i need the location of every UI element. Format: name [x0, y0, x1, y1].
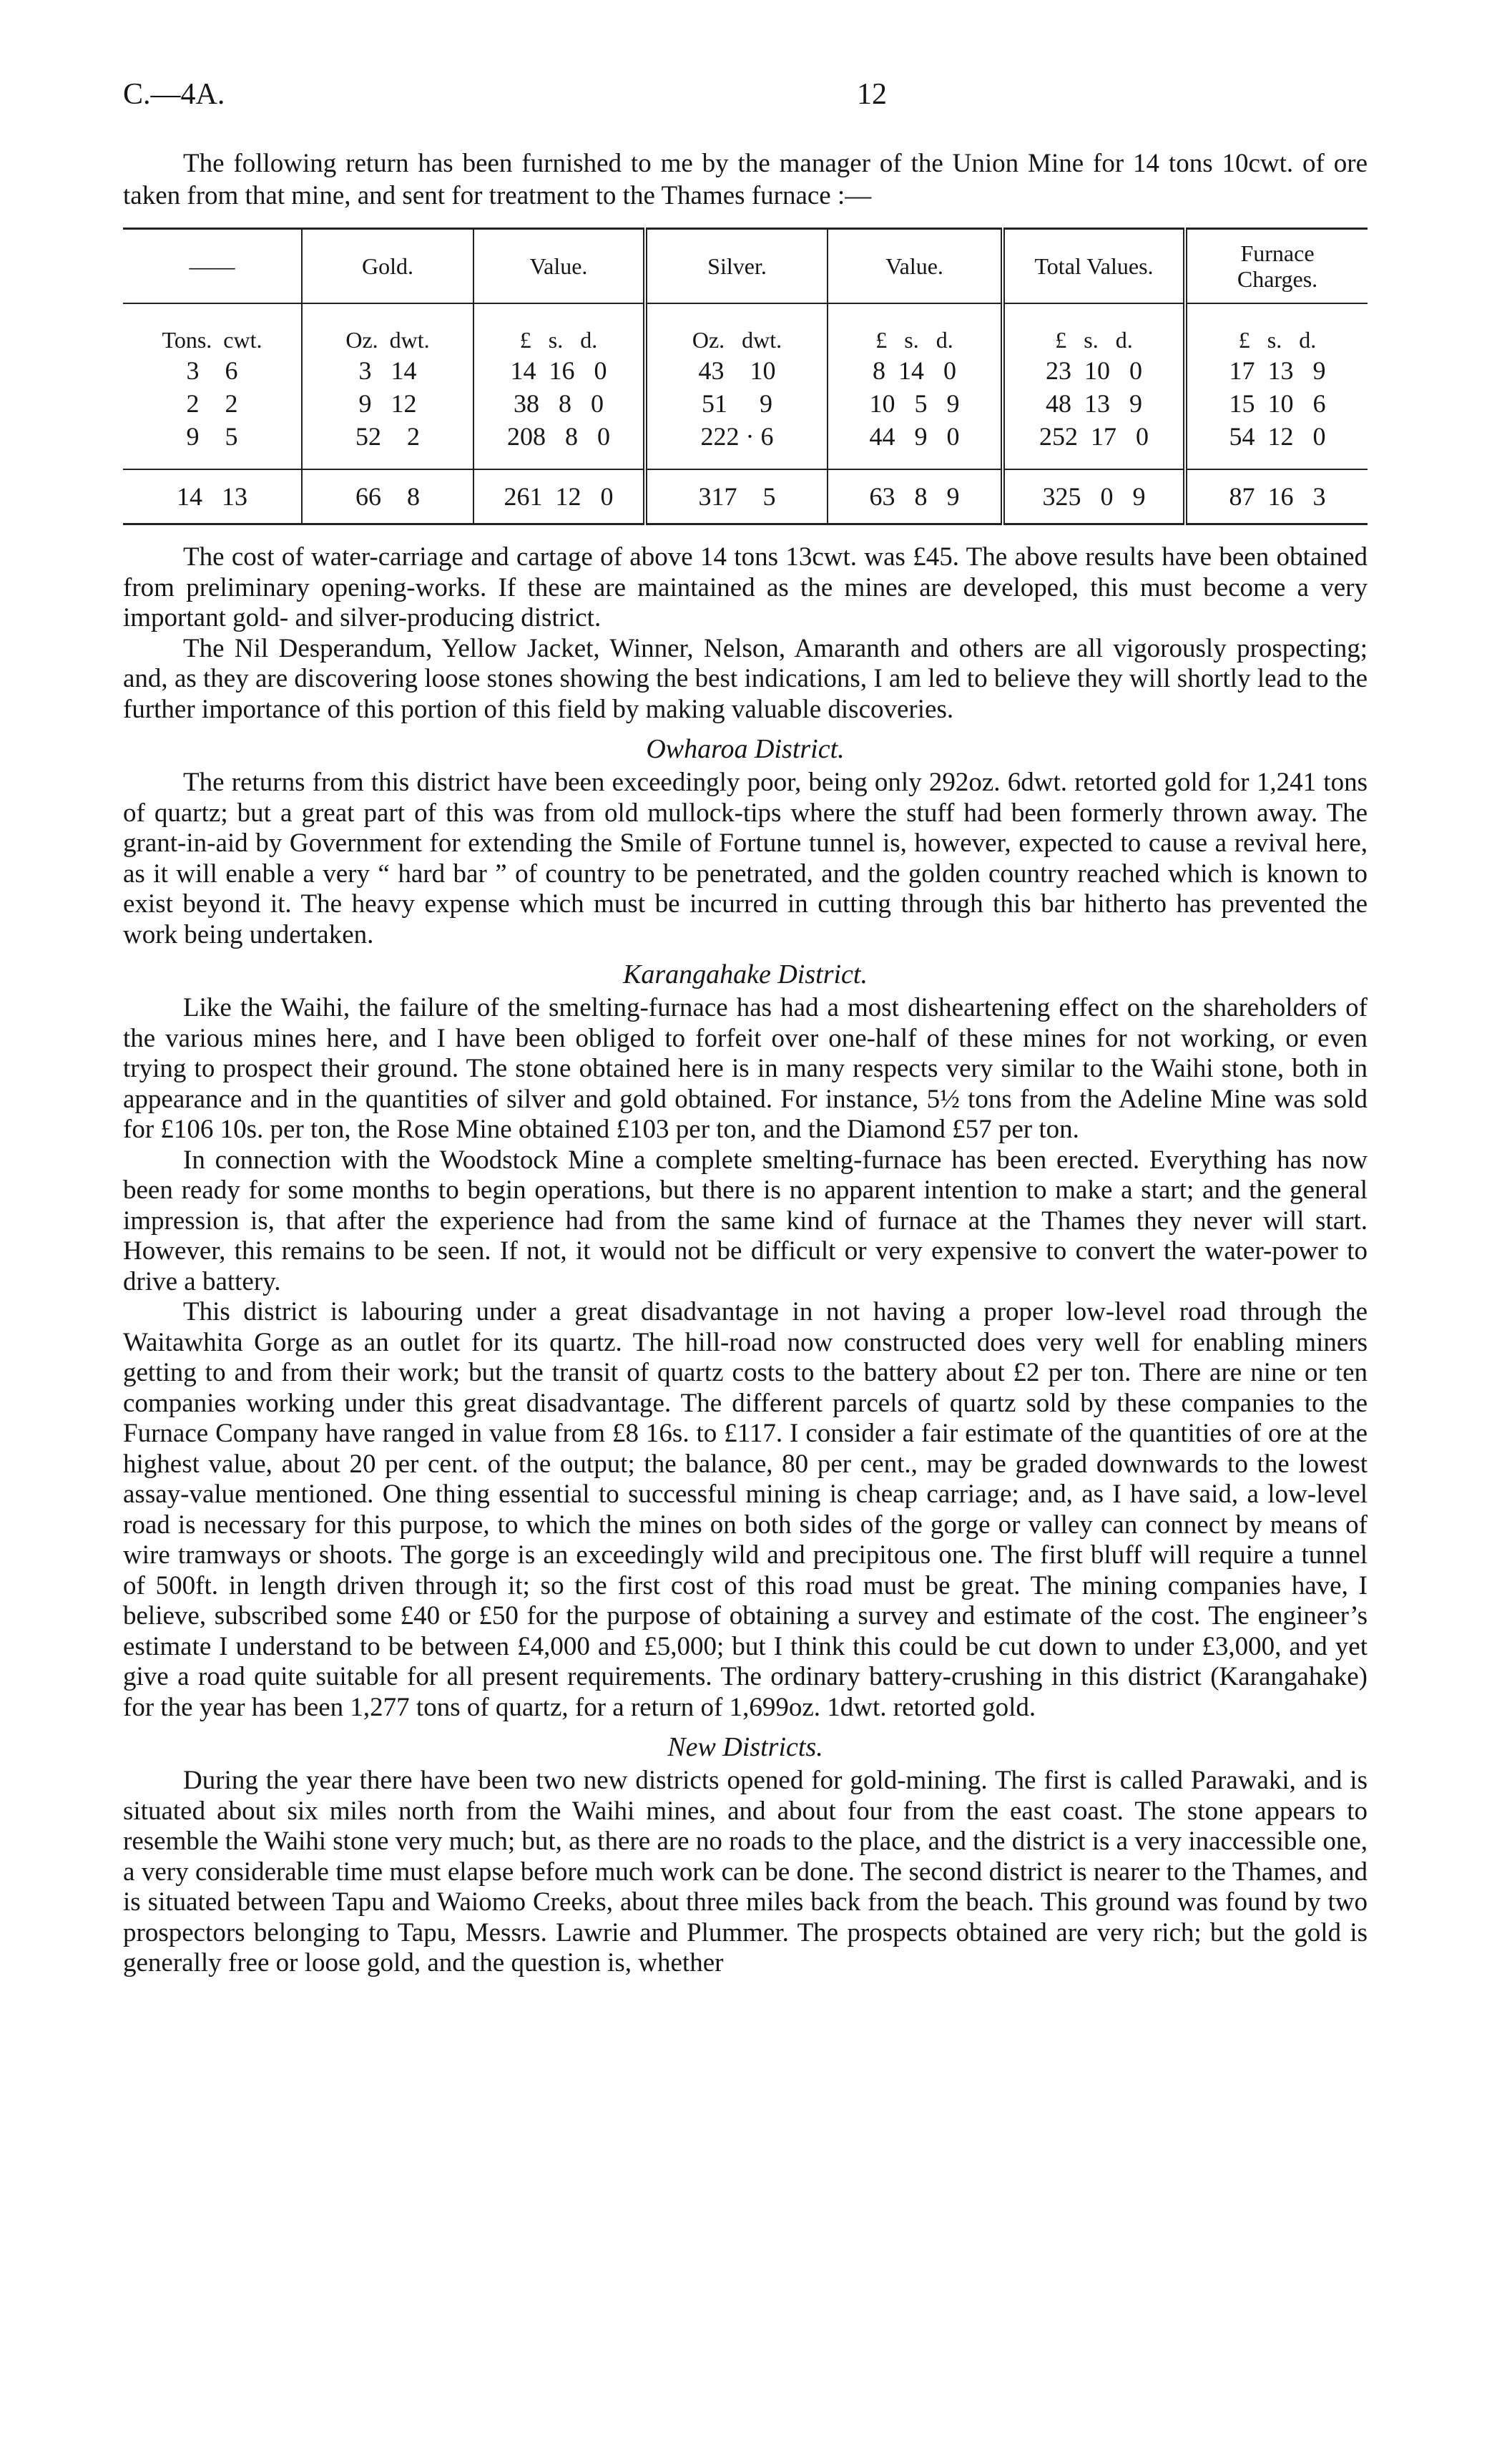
table-cell: 48 13 9	[1003, 387, 1185, 420]
table-cell: 15 10 6	[1185, 387, 1368, 420]
table-totals-row	[123, 469, 1368, 524]
table-unit: Oz. dwt.	[645, 303, 828, 354]
table-cell: 52 2	[302, 420, 473, 453]
table-cell: 14 16 0	[473, 354, 645, 387]
table-header: Value.	[828, 229, 1003, 304]
table-cell: 10 5 9	[828, 387, 1003, 420]
table-row	[123, 387, 1368, 420]
section-heading: Karangahake District.	[623, 959, 868, 989]
table-cell: 222 · 6	[645, 420, 828, 453]
table-unit: Tons. cwt.	[162, 326, 262, 353]
table-header: Furnace Charges.	[1185, 229, 1368, 304]
paragraph: In connection with the Woodstock Mine a complete smelting-furnace has been erected. Everything has now been ready for some months to begin operations, but there is no apparent intention to make a start; and the general impression is, that after the experience had from the same kind of furnace at the Thames they never will start. However, this remains to be seen. If not, it would not be difficult or very expensive to convert the water-power to drive a battery.	[123, 1145, 1368, 1296]
paragraph: During the year there have been two new districts opened for gold-mining. The first is called Parawaki, and is situated about six miles north from the Waihi mines, and about four from the east coast. The stone appears to resemble the Waihi stone very much; but, as there are no roads to the place, and the district is a very inaccessible one, a very considerable time must elapse before much work can be done. The second district is nearer to the Thames, and is situated between Tapu and Waiomo Creeks, about three miles back from the beach. This ground was found by two prospectors belonging to Tapu, Messrs. Lawrie and Plummer. The prospects obtained are very rich; but the gold is generally free or loose gold, and the question is, whether	[123, 1766, 1368, 1978]
paragraph: This district is labouring under a great disadvantage in not having a proper low-level road through the Waitawhita Gorge as an outlet for its quartz. The hill-road now constructed does very well for enabling miners getting to and from their work; but the transit of quartz costs to the battery about £2 per ton. There are nine or ten companies working under this great disadvantage. The different parcels of quartz sold by these companies to the Furnace Company have ranged in value from £8 16s. to £117. I consider a fair estimate of the quantities of ore at the highest value, about 20 per cent. of the output; the balance, 80 per cent., may be graded downwards to the lowest assay-value mentioned. One thing essential to successful mining is cheap carriage; and, as I have said, a low-level road is necessary for this purpose, to which the mines on both sides of the gorge or valley can connect by means of wire tramways or shoots. The gorge is an exceedingly wild and precipitous one. The first bluff will require a tunnel of 500ft. in length driven through it; so the first cost of this road must be great. The mining companies have, I believe, subscribed some £40 or £50 for the purpose of obtaining a survey and estimate of the cost. The engineer’s estimate I understand to be between £4,000 and £5,000; but I think this could be cut down to under £3,000, and yet give a road quite suitable for all present requirements. The ordinary battery-crushing in this district (Karangahake) for the year has been 1,277 tons of quartz, for a return of 1,699oz. 1dwt. retorted gold.	[123, 1297, 1368, 1722]
table-header: Total Values.	[1003, 229, 1185, 304]
intro-text: The following return has been furnished to me by the manager of the Union Mine for 14 tons 10cwt. of ore taken from that mine, and sent for treatment to the Thames furnace :—	[123, 149, 1368, 210]
table-cell: 252 17 0	[1003, 420, 1185, 453]
page-header	[123, 77, 1368, 120]
intro-paragraph	[123, 147, 1368, 212]
table-units-row	[123, 303, 1368, 354]
page-number: 12	[857, 78, 887, 111]
table-unit: £ s. d.	[473, 303, 645, 354]
table-cell: 3 14	[302, 354, 473, 387]
table-unit: £ s. d.	[828, 303, 1003, 354]
table-cell: 43 10	[645, 354, 828, 387]
table-total-cell: 325 0 9	[1003, 469, 1185, 524]
paragraph: The returns from this district have been exceedingly poor, being only 292oz. 6dwt. retorted gold for 1,241 tons of quartz; but a great part of this was from old mullock-tips where the stuff had been formerly thrown away. The grant-in-aid by Government for extending the Smile of Fortune tunnel is, however, expected to cause a revival here, as it will enable a very “ hard bar ” of country to be penetrated, and the golden country reached which is known to exist beyond it. The heavy expense which must be incurred in cutting through this bar hitherto has prevented the work being undertaken.	[123, 768, 1368, 949]
table-cell: 23 10 0	[1003, 354, 1185, 387]
section-heading: New Districts.	[667, 1732, 823, 1762]
table-cell: 54 12 0	[1185, 420, 1368, 453]
table-total-cell: 66 8	[302, 469, 473, 524]
document-code: C.—4A.	[123, 78, 225, 111]
table-unit: Oz. dwt.	[302, 303, 473, 354]
table-cell: 3 6	[186, 356, 238, 385]
table-header: Value.	[473, 229, 645, 304]
table-total-cell: 14 13	[123, 469, 302, 524]
table-header: ——	[123, 229, 302, 304]
table-total-cell: 87 16 3	[1185, 469, 1368, 524]
table-cell: 9 5	[186, 422, 238, 451]
table-spacer-row	[123, 453, 1368, 469]
section-heading: Owharoa District.	[646, 734, 845, 764]
table-cell: 208 8 0	[473, 420, 645, 453]
table-cell: 2 2	[186, 389, 238, 418]
paragraph: The cost of water-carriage and cartage of above 14 tons 13cwt. was £45. The above results have been obtained from preliminary opening-works. If these are maintained as the mines are developed, this must become a very important gold- and silver-producing district.	[123, 542, 1368, 632]
paragraph: The Nil Desperandum, Yellow Jacket, Winner, Nelson, Amaranth and others are all vigorously prospecting; and, as they are discovering loose stones showing the best indications, I am led to believe they will shortly lead to the further importance of this portion of this field by making valuable discoveries.	[123, 633, 1368, 724]
union-mine-return-table	[123, 228, 1368, 525]
table-total-cell: 317 5	[645, 469, 828, 524]
table-header-row	[123, 229, 1368, 304]
table-total-cell: 63 8 9	[828, 469, 1003, 524]
table-cell: 44 9 0	[828, 420, 1003, 453]
table-header: Gold.	[302, 229, 473, 304]
table-row	[123, 420, 1368, 453]
table-total-cell: 261 12 0	[473, 469, 645, 524]
table-cell: 9 12	[302, 387, 473, 420]
table-cell: 8 14 0	[828, 354, 1003, 387]
table-cell: 38 8 0	[473, 387, 645, 420]
table-cell: 51 9	[645, 387, 828, 420]
table-unit: £ s. d.	[1185, 303, 1368, 354]
table-unit: £ s. d.	[1003, 303, 1185, 354]
paragraph: Like the Waihi, the failure of the smelting-furnace has had a most disheartening effect on the shareholders of the various mines here, and I have been obliged to forfeit over one-half of these mines for not working, or even trying to prospect their ground. The stone obtained here is in many respects very similar to the Waihi stone, both in appearance and in the quantities of silver and gold obtained. For instance, 5½ tons from the Adeline Mine was sold for £106 10s. per ton, the Rose Mine obtained £103 per ton, and the Diamond £57 per ton.	[123, 993, 1368, 1144]
table-header: Silver.	[645, 229, 828, 304]
table-row	[123, 354, 1368, 387]
report-body	[123, 542, 1368, 1979]
table-cell: 17 13 9	[1185, 354, 1368, 387]
